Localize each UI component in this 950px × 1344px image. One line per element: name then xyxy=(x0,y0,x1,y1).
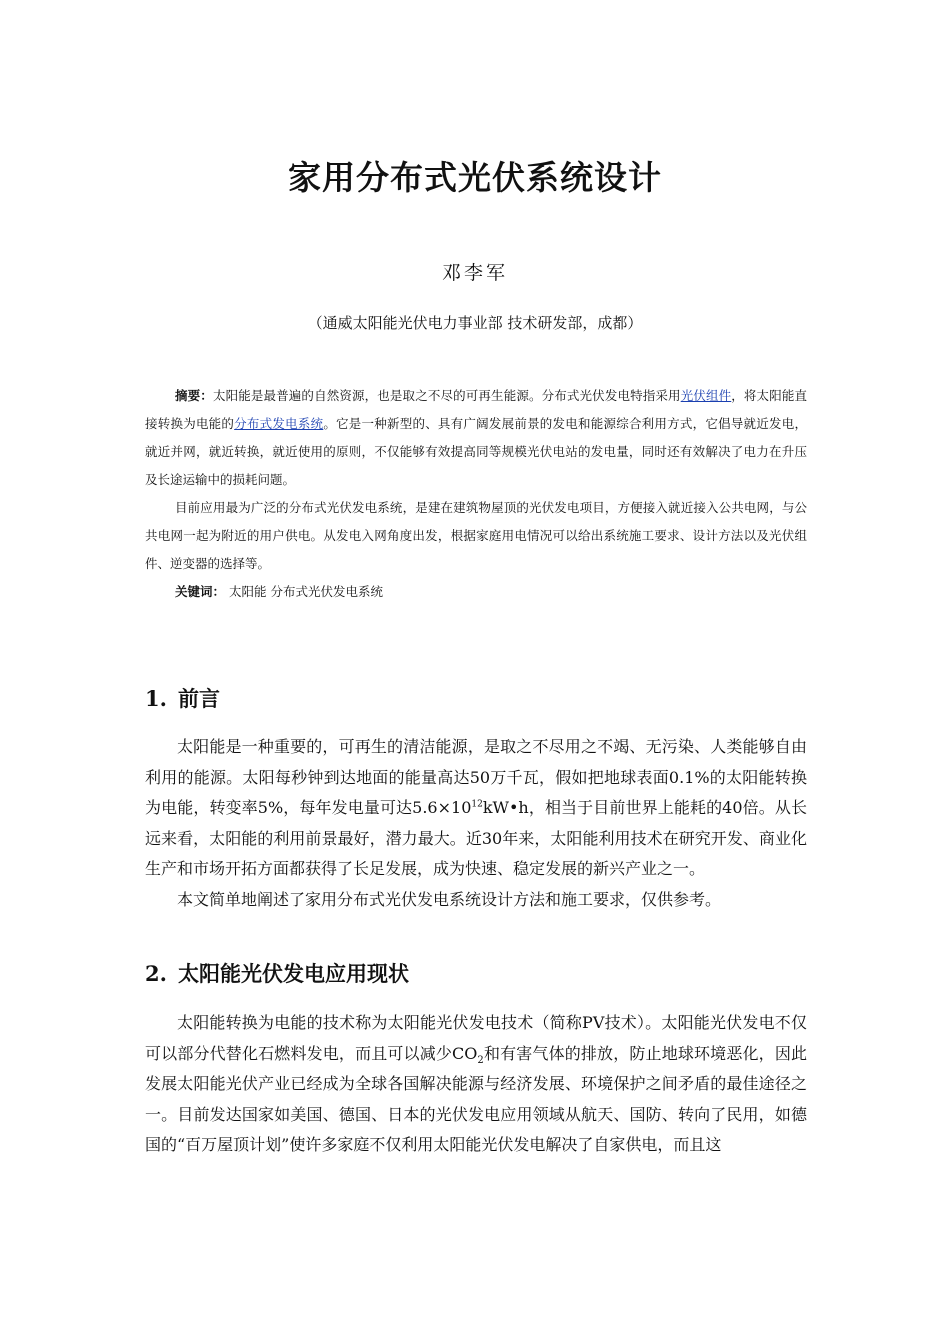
abstract-text: 。它是一种新型的、具有广阔发展前景的发电和能源综合利用方式，它倡导就近发电，就近并网，就近转换，就近使用的原则，不仅能够有效提高同等规模光伏电站的发电量，同时还有效解决了电力在升压及长途运输中的损耗问题。 xyxy=(145,416,807,487)
distributed-generation-link[interactable]: 分布式发电系统 xyxy=(234,416,324,431)
subscript: 2 xyxy=(477,1054,484,1066)
superscript: 12 xyxy=(471,799,483,810)
keywords-line xyxy=(145,578,807,606)
body-text: 太阳能是一种重要的，可再生的清洁能源，是取之不尽用之不竭、无污染、人类能够自由利用的能源。太阳每秒钟到达地面的能量高达50万千瓦，假如把地球表面0.1%的太阳能转换为电能，转变率5%，每年发电量可达5.6×10 xyxy=(145,737,807,817)
pv-module-link[interactable]: 光伏组件 xyxy=(680,388,732,403)
author-affiliation: （通威太阳能光伏电力事业部 技术研发部，成都） xyxy=(307,314,643,332)
section-body xyxy=(145,732,807,915)
section-title: 太阳能光伏发电应用现状 xyxy=(178,961,409,986)
abstract-paragraph: 目前应用最为广泛的分布式光伏发电系统，是建在建筑物屋顶的光伏发电项目，方便接入就近接入公共电网，与公共电网一起为附近的用户供电。从发电入网角度出发，根据家庭用电情况可以给出系统施工要求、设计方法以及光伏组件、逆变器的选择等。 xyxy=(145,500,807,571)
abstract-block xyxy=(145,382,807,606)
abstract-text: ，将太阳能直接转换为电能的 xyxy=(145,388,807,431)
section-number: 2. xyxy=(145,961,167,986)
section-body xyxy=(145,1008,807,1161)
abstract-text: 太阳能是最普遍的自然资源，也是取之不尽的可再生能源。分布式光伏发电特指采用 xyxy=(212,388,681,403)
body-paragraph xyxy=(145,732,807,885)
body-text: 和有害气体的排放，防止地球环境恶化，因此发展太阳能光伏产业已经成为全球各国解决能源与经济发展、环境保护之间矛盾的最佳途径之一。目前发达国家如美国、德国、日本的光伏发电应用领域从航天、国防、转向了民用，如德国的“百万屋顶计划”使许多家庭不仅利用太阳能光伏发电解决了自家供电，而且这 xyxy=(145,1043,807,1154)
body-text: 太阳能转换为电能的技术称为太阳能光伏发电技术（简称PV技术）。太阳能光伏发电不仅可以部分代替化石燃料发电，而且可以减少CO xyxy=(145,1013,807,1063)
abstract-paragraph xyxy=(145,382,807,494)
keywords-text: 太阳能 分布式光伏发电系统 xyxy=(229,584,383,599)
section-title: 前言 xyxy=(178,686,220,711)
section-heading xyxy=(145,683,220,713)
abstract-label: 摘要： xyxy=(175,388,213,403)
section-number: 1. xyxy=(145,686,167,711)
body-text: kW•h，相当于目前世界上能耗的40倍。从长远来看，太阳能的利用前景最好，潜力最大。近30年来，太阳能利用技术在研究开发、商业化生产和市场开拓方面都获得了长足发展，成为快速、稳定发展的新兴产业之一。 xyxy=(145,798,807,878)
body-paragraph xyxy=(145,1008,807,1161)
body-paragraph: 本文简单地阐述了家用分布式光伏发电系统设计方法和施工要求，仅供参考。 xyxy=(177,889,722,909)
author-name: 邓李军 xyxy=(441,262,508,284)
keywords-label: 关键词： xyxy=(175,584,226,599)
page-title: 家用分布式光伏系统设计 xyxy=(288,158,662,197)
section-heading xyxy=(145,958,409,988)
